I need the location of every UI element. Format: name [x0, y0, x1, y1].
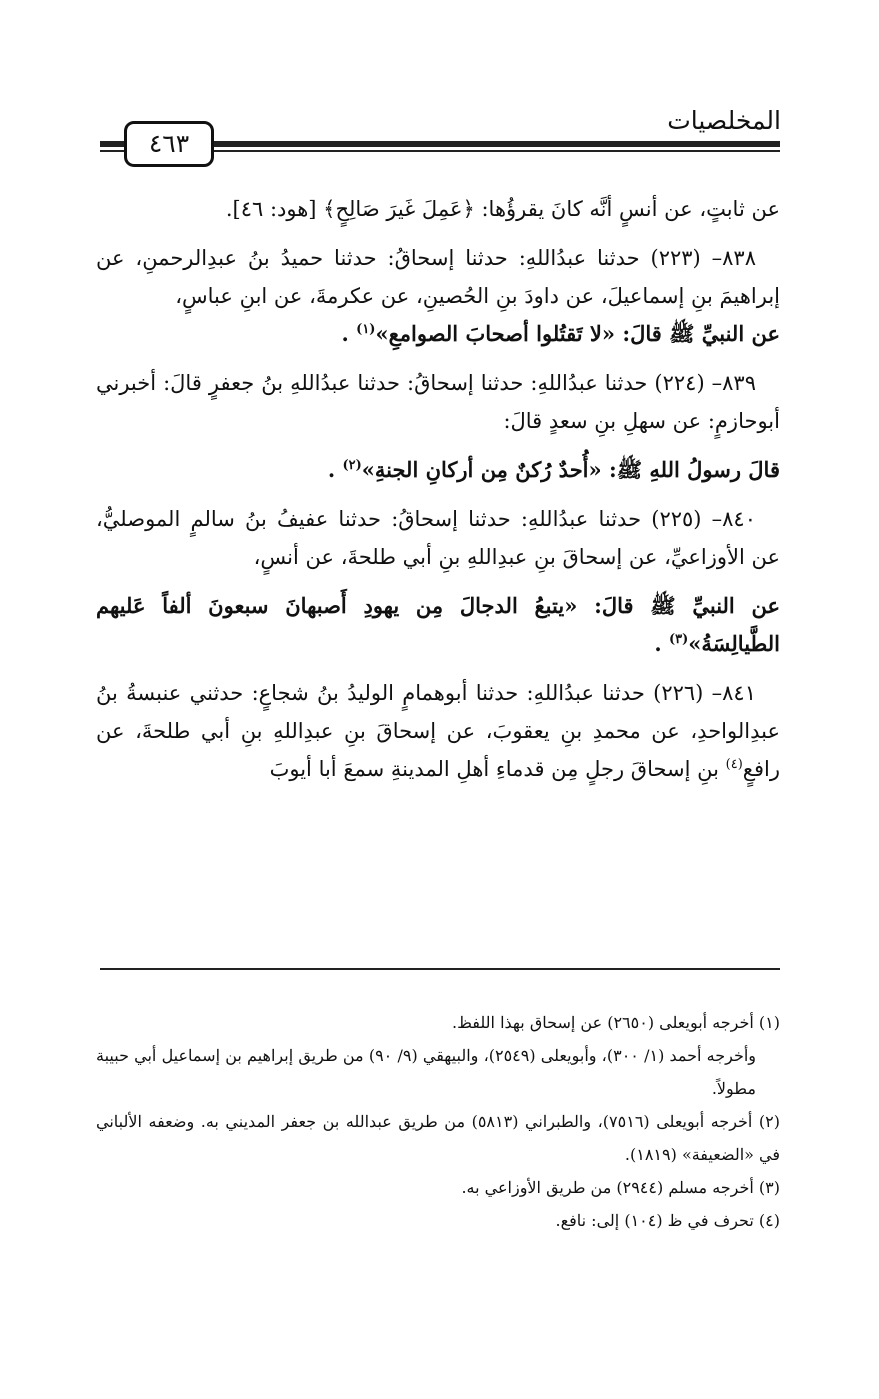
hadith-838-lead: عن النبيِّ ﷺ قالَ: — [622, 321, 780, 346]
hadith-839-text: «أُحدٌ رُكنٌ مِن أركانِ الجنةِ» — [361, 457, 602, 482]
footnote-1-continuation: وأخرجه أحمد (١/ ٣٠٠)، وأبويعلى (٢٥٤٩)، والبيهقي (٩/ ٩٠) من طريق إبراهيم بن إسماعيل أبي حبيبة مطولاً. — [96, 1046, 757, 1098]
hadith-840-matn: عن النبيِّ ﷺ قالَ: «يتبعُ الدجالَ مِن يهودِ أَصبهانَ سبعونَ ألفاً عَليهم الطَّيالِسَةُ»$^{(٣)}$ . — [96, 593, 781, 656]
hadith-840-text: «يتبعُ الدجالَ مِن يهودِ أَصبهانَ سبعونَ ألفاً عَليهم الطَّيالِسَةُ» — [96, 593, 780, 656]
hadith-839-isnad: ٨٣٩– (٢٢٤) حدثنا عبدُاللهِ: حدثنا إسحاقُ: حدثنا عبدُاللهِ بنُ جعفرٍ قالَ: أخبرني أبوحازمٍ: عن سهلِ بنِ سعدٍ قالَ: — [96, 371, 780, 433]
page-number: ٤٦٣ — [124, 121, 214, 167]
footnote-3: (٣) أخرجه مسلم (٢٩٤٤) من طريق الأوزاعي به. — [461, 1178, 780, 1197]
hadith-840-isnad: ٨٤٠– (٢٢٥) حدثنا عبدُاللهِ: حدثنا إسحاقُ: حدثنا عفيفُ بنُ سالمٍ الموصليُّ، عن الأوزاعيِّ، عن إسحاقَ بنِ عبدِاللهِ بنِ أبي طلحةَ، عن أنسٍ، — [96, 507, 780, 569]
hadith-839-lead: قالَ رسولُ اللهِ ﷺ: — [608, 457, 780, 482]
hadith-838-isnad: ٨٣٨– (٢٢٣) حدثنا عبدُاللهِ: حدثنا إسحاقُ: حدثنا حميدُ بنُ عبدِالرحمنِ، عن إبراهيمَ بنِ إسماعيلَ، عن داودَ بنِ الحُصينِ، عن عكرمةَ، عن ابنِ عباسٍ، — [96, 246, 780, 308]
footnote-4: (٤) تحرف في ظ (١٠٤) إلى: نافع. — [555, 1211, 780, 1230]
footnote-ref-1[interactable]: (١) — [356, 322, 376, 337]
hadith-841-text-b: بنِ إسحاقَ رجلٍ مِن قدماءِ أهلِ المدينةِ سمعَ أبا أيوبَ — [269, 757, 719, 781]
hadith-841-text-a: ٨٤١– (٢٢٦) حدثنا عبدُاللهِ: حدثنا أبوهمامٍ الوليدُ بنُ شجاعٍ: حدثني عنبسةُ بنُ عبدِالواحدِ، عن محمدِ بنِ يعقوبَ، عن إسحاقَ بنِ عبدِاللهِ بنِ أبي طلحةَ، عن رافعٍ — [96, 681, 780, 781]
footnotes — [96, 1006, 780, 1237]
hadith-841-isnad — [96, 674, 780, 788]
main-text — [96, 190, 780, 788]
footnote-1: (١) أخرجه أبويعلى (٢٦٥٠) عن إسحاق بهذا اللفظ. — [452, 1013, 780, 1032]
hadith-839-matn: قالَ رسولُ اللهِ ﷺ: «أُحدٌ رُكنٌ مِن أركانِ الجنةِ»$^{(٢)}$ . — [327, 457, 780, 482]
footnote-separator — [100, 968, 780, 970]
hadith-840-lead: عن النبيِّ ﷺ قالَ: — [594, 593, 781, 618]
footnote-ref-3[interactable]: (٣) — [668, 632, 689, 647]
hadith-838-text: «لا تَقتُلوا أصحابَ الصوامعِ» — [375, 321, 615, 346]
footnote-ref-2[interactable]: (٢) — [342, 458, 362, 473]
footnote-2: (٢) أخرجه أبويعلى (٧٥١٦)، والطبراني (٥٨١٣) من طريق عبدالله بن جعفر المديني به. وضعفه الألباني في «الضعيفة» (١٨١٩). — [96, 1112, 780, 1164]
running-title: المخلصيات — [667, 106, 781, 135]
footnote-ref-4[interactable]: (٤) — [725, 757, 743, 772]
paragraph-continuation: عن ثابتٍ، عن أنسٍ أنَّه كانَ يقرؤُها: ﴿عَمِلَ غَيرَ صَالِحٍ﴾ [هود: ٤٦]. — [225, 197, 780, 221]
hadith-838-matn: عن النبيِّ ﷺ قالَ: «لا تَقتُلوا أصحابَ الصوامعِ»$^{(١)}$ . — [341, 321, 780, 346]
